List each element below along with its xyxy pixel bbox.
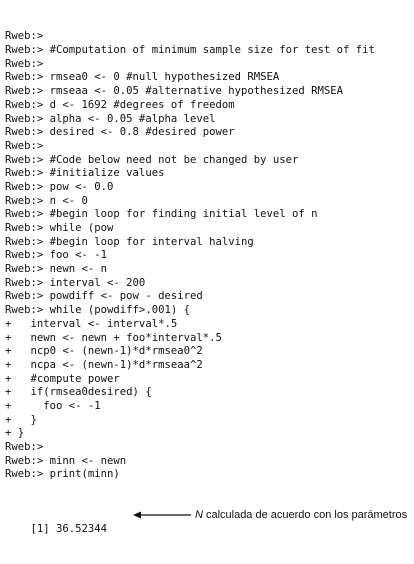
console-line: Rweb:> print(minn) — [5, 468, 120, 481]
console-lines — [5, 30, 410, 482]
console-line: Rweb:> #initialize values — [5, 167, 165, 180]
console-line: Rweb:> alpha <- 0.05 #alpha level — [5, 112, 216, 125]
console-line: Rweb:> — [5, 57, 44, 70]
result-annotation — [133, 509, 407, 523]
console-line: Rweb:> #Computation of minimum sample size for test of fit — [5, 44, 375, 57]
console-line: Rweb:> — [5, 30, 44, 43]
console-line: Rweb:> #Code below need not be changed by user — [5, 153, 299, 166]
console-line: + if(rmsea0desired) { — [5, 386, 152, 399]
console-line: Rweb:> pow <- 0.0 — [5, 180, 114, 193]
console-line: + ncpa <- (newn-1)*d*rmseaa^2 — [5, 358, 203, 371]
console-line: + foo <- -1 — [5, 399, 101, 412]
result-line — [5, 508, 410, 536]
console-line: Rweb:> — [5, 441, 44, 454]
console-line: Rweb:> desired <- 0.8 #desired power — [5, 126, 235, 139]
console-line: Rweb:> #begin loop for finding initial level of n — [5, 208, 318, 221]
console-line: + } — [5, 413, 37, 426]
console-line: Rweb:> while (powdiff>.001) { — [5, 304, 190, 317]
console-line: Rweb:> n <- 0 — [5, 194, 88, 207]
console-line: Rweb:> — [5, 139, 44, 152]
result-value: [1] 36.52344 — [30, 523, 108, 536]
annotation-variable: N — [195, 508, 203, 521]
console-line: Rweb:> rmseaa <- 0.05 #alternative hypothesized RMSEA — [5, 85, 344, 98]
console-line: + interval <- interval*.5 — [5, 317, 178, 330]
console-line: Rweb:> interval <- 200 — [5, 276, 146, 289]
console-line: Rweb:> rmsea0 <- 0 #null hypothesized RMSEA — [5, 71, 280, 84]
left-arrow-icon — [133, 510, 191, 520]
console-line: Rweb:> foo <- -1 — [5, 249, 108, 262]
r-console-output — [5, 3, 410, 537]
console-line: + } — [5, 427, 25, 440]
console-line: Rweb:> #begin loop for interval halving — [5, 235, 254, 248]
console-line: Rweb:> powdiff <- pow - desired — [5, 290, 203, 303]
console-line: + ncp0 <- (newn-1)*d*rmsea0^2 — [5, 345, 203, 358]
console-line: Rweb:> while (pow — [5, 222, 114, 235]
console-line: + newn <- newn + foo*interval*.5 — [5, 331, 222, 344]
console-line: Rweb:> newn <- n — [5, 263, 108, 276]
annotation-text: calculada de acuerdo con los parámetros — [205, 508, 408, 521]
console-line: + #compute power — [5, 372, 120, 385]
console-line: Rweb:> d <- 1692 #degrees of freedom — [5, 98, 235, 111]
console-line: Rweb:> minn <- newn — [5, 454, 127, 467]
